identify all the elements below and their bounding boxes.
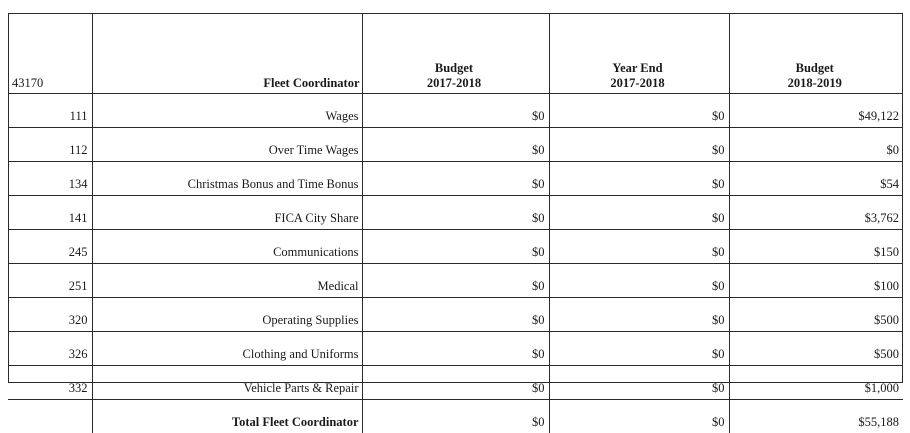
amount-year-end-2017-2018: $0 — [549, 264, 729, 298]
total-budget-2017-2018: $0 — [362, 400, 549, 433]
amount-budget-2018-2019: $500 — [729, 298, 903, 332]
column-header-line: Budget — [363, 61, 546, 76]
amount-budget-2018-2019: $0 — [729, 128, 903, 162]
column-header-line: Year End — [550, 61, 726, 76]
amount-year-end-2017-2018: $0 — [549, 128, 729, 162]
column-header-line: Budget — [730, 61, 901, 76]
amount-budget-2018-2019: $500 — [729, 332, 903, 366]
amount-year-end-2017-2018: $0 — [549, 94, 729, 128]
table-border — [8, 13, 903, 383]
amount-budget-2017-2018: $0 — [362, 298, 549, 332]
amount-year-end-2017-2018: $0 — [549, 298, 729, 332]
line-item-description: Medical — [92, 264, 362, 298]
amount-year-end-2017-2018: $0 — [549, 162, 729, 196]
account-number: 111 — [8, 94, 92, 128]
line-item-description: Over Time Wages — [92, 128, 362, 162]
dept-code: 43170 — [8, 13, 92, 94]
total-account-cell — [8, 400, 92, 433]
amount-year-end-2017-2018: $0 — [549, 196, 729, 230]
amount-year-end-2017-2018: $0 — [549, 366, 729, 400]
column-header-line: 2018-2019 — [730, 76, 901, 91]
dept-name: Fleet Coordinator — [92, 13, 362, 94]
amount-budget-2017-2018: $0 — [362, 230, 549, 264]
line-item-description: Vehicle Parts & Repair — [92, 366, 362, 400]
account-number: 326 — [8, 332, 92, 366]
total-row — [8, 400, 903, 433]
amount-budget-2017-2018: $0 — [362, 264, 549, 298]
account-number: 112 — [8, 128, 92, 162]
line-item-description: FICA City Share — [92, 196, 362, 230]
account-number: 134 — [8, 162, 92, 196]
line-item-description: Communications — [92, 230, 362, 264]
line-item-description: Wages — [92, 94, 362, 128]
column-header-line: 2017-2018 — [363, 76, 546, 91]
amount-budget-2018-2019: $100 — [729, 264, 903, 298]
amount-budget-2018-2019: $49,122 — [729, 94, 903, 128]
amount-budget-2017-2018: $0 — [362, 196, 549, 230]
account-number: 320 — [8, 298, 92, 332]
amount-year-end-2017-2018: $0 — [549, 230, 729, 264]
line-item-description: Clothing and Uniforms — [92, 332, 362, 366]
line-item-description: Christmas Bonus and Time Bonus — [92, 162, 362, 196]
account-number: 141 — [8, 196, 92, 230]
amount-budget-2017-2018: $0 — [362, 366, 549, 400]
total-budget-2018-2019: $55,188 — [729, 400, 903, 433]
amount-budget-2018-2019: $54 — [729, 162, 903, 196]
line-item-description: Operating Supplies — [92, 298, 362, 332]
amount-budget-2018-2019: $3,762 — [729, 196, 903, 230]
amount-budget-2017-2018: $0 — [362, 332, 549, 366]
account-number: 245 — [8, 230, 92, 264]
amount-year-end-2017-2018: $0 — [549, 332, 729, 366]
amount-budget-2017-2018: $0 — [362, 94, 549, 128]
amount-budget-2018-2019: $1,000 — [729, 366, 903, 400]
account-number: 332 — [8, 366, 92, 400]
account-number: 251 — [8, 264, 92, 298]
total-label: Total Fleet Coordinator — [92, 400, 362, 433]
amount-budget-2017-2018: $0 — [362, 162, 549, 196]
total-year-end-2017-2018: $0 — [549, 400, 729, 433]
column-header-line: 2017-2018 — [550, 76, 726, 91]
amount-budget-2018-2019: $150 — [729, 230, 903, 264]
amount-budget-2017-2018: $0 — [362, 128, 549, 162]
